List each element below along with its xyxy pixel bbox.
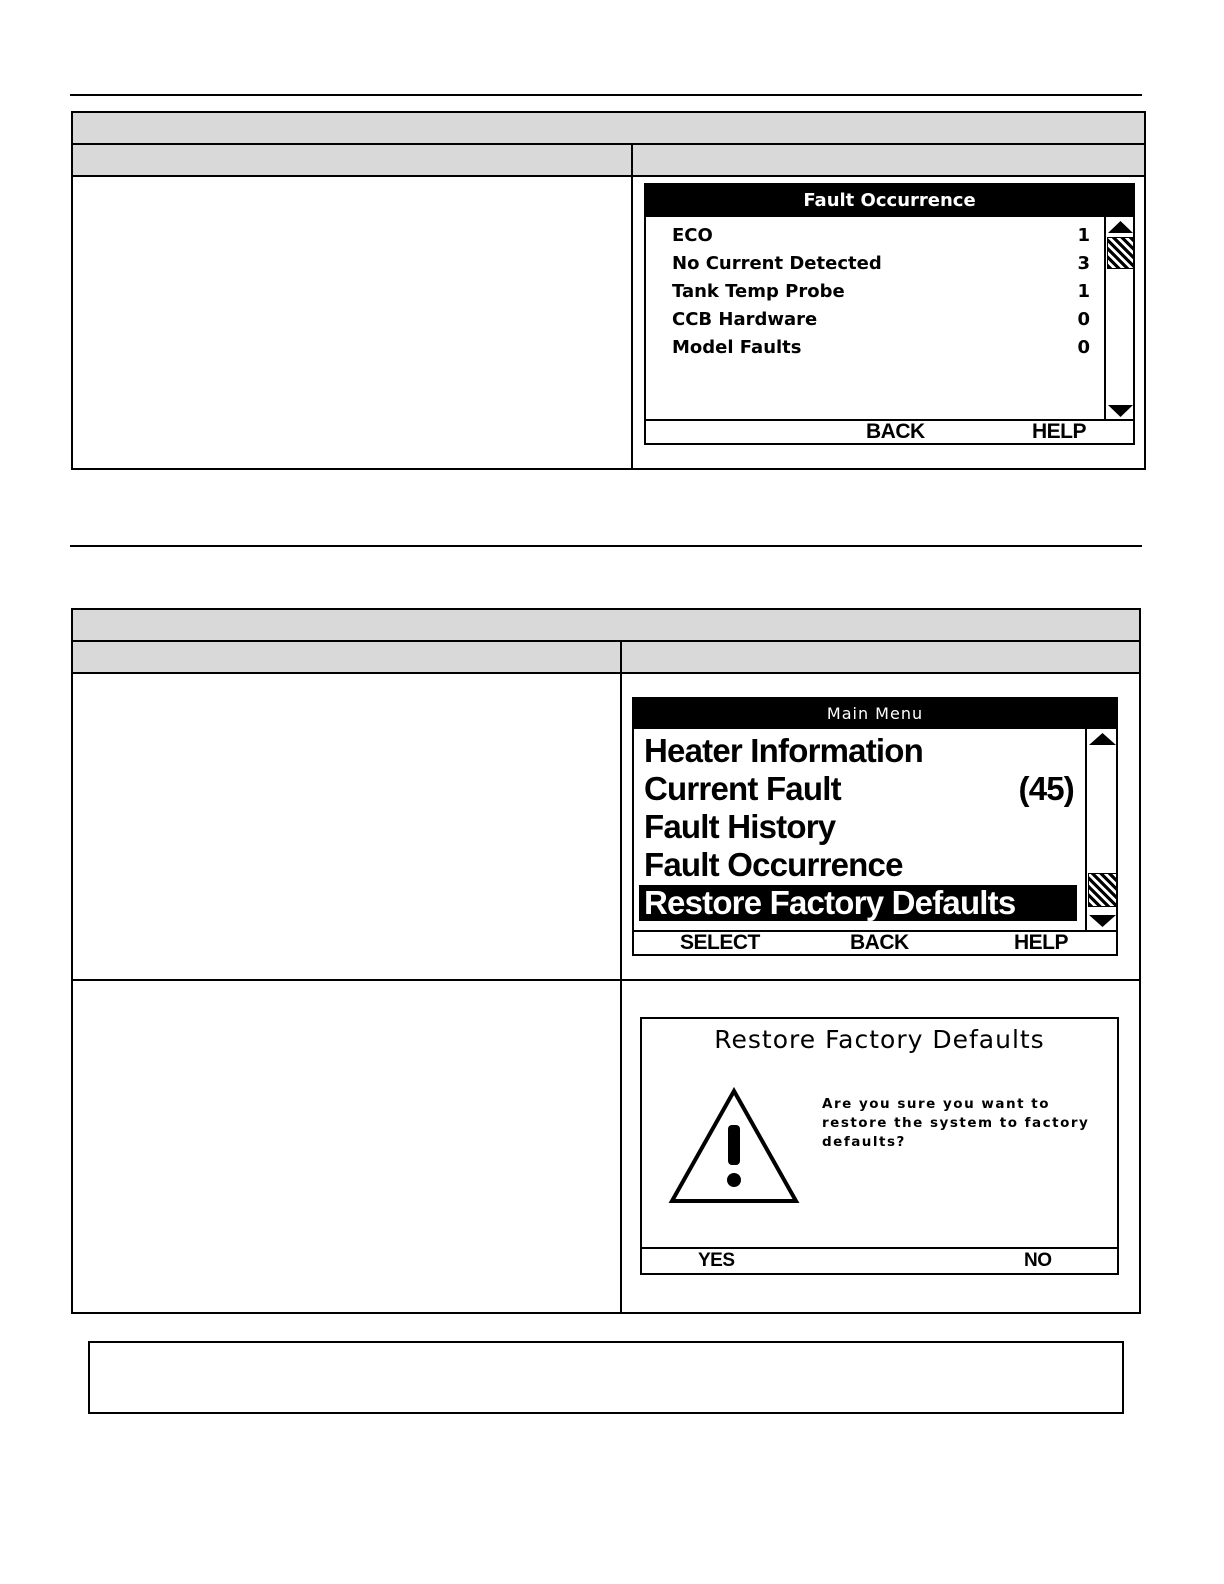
menu-item[interactable]	[644, 733, 923, 769]
scroll-thumb[interactable]	[1107, 237, 1134, 269]
back-softkey[interactable]: BACK	[850, 931, 909, 954]
table-header-bar	[73, 642, 1139, 674]
menu-item-label: Fault History	[644, 808, 836, 845]
lcd-title: Fault Occurrence	[646, 185, 1133, 217]
restore-defaults-table	[71, 608, 1141, 1314]
menu-item-label: Fault Occurrence	[644, 846, 903, 883]
restore-dialog-lcd	[640, 1017, 1119, 1275]
table-title-bar	[73, 610, 1139, 642]
fault-occurrence-table	[71, 111, 1146, 470]
softkey-bar	[646, 419, 1133, 443]
menu-item[interactable]	[639, 885, 1077, 921]
fault-row-label: ECO	[672, 225, 713, 246]
menu-item-label: Current Fault	[644, 770, 841, 807]
menu-item-label: Heater Information	[644, 732, 923, 769]
scroll-down-icon[interactable]	[1087, 913, 1118, 929]
fault-row-label: No Current Detected	[672, 253, 882, 274]
back-softkey[interactable]: BACK	[866, 420, 925, 443]
note-box	[88, 1341, 1124, 1414]
fault-row-label: Tank Temp Probe	[672, 281, 845, 302]
select-softkey[interactable]: SELECT	[680, 931, 760, 954]
fault-row-count: 0	[1077, 337, 1090, 358]
softkey-bar	[634, 930, 1116, 954]
warning-icon	[668, 1087, 800, 1205]
yes-softkey[interactable]: YES	[698, 1250, 735, 1271]
help-softkey[interactable]: HELP	[1014, 931, 1069, 954]
no-softkey[interactable]: NO	[1024, 1250, 1052, 1271]
scroll-up-icon[interactable]	[1087, 731, 1118, 747]
lcd-title: Main Menu	[634, 699, 1116, 729]
fault-row-count: 1	[1077, 281, 1090, 302]
scroll-thumb[interactable]	[1088, 873, 1117, 907]
menu-item[interactable]	[644, 847, 903, 883]
softkey-bar	[642, 1247, 1117, 1273]
fault-row-count: 3	[1077, 253, 1090, 274]
menu-item-label: Restore Factory Defaults	[644, 884, 1016, 921]
scroll-down-icon[interactable]	[1106, 403, 1135, 419]
column-divider	[620, 642, 622, 1312]
row-divider	[73, 979, 1139, 981]
menu-item-badge: (45)	[1018, 770, 1074, 807]
menu-item[interactable]	[644, 771, 841, 807]
fault-occurrence-lcd	[644, 183, 1135, 445]
middle-rule	[70, 545, 1142, 547]
scrollbar[interactable]	[1104, 217, 1135, 421]
top-rule	[70, 94, 1142, 96]
table-header-bar	[73, 145, 1144, 177]
fault-row-label: CCB Hardware	[672, 309, 818, 330]
scrollbar[interactable]	[1085, 729, 1118, 934]
help-softkey[interactable]: HELP	[1032, 420, 1087, 443]
fault-row-label: Model Faults	[672, 337, 802, 358]
column-divider	[631, 145, 633, 468]
dialog-title: Restore Factory Defaults	[714, 1025, 1045, 1054]
main-menu-lcd	[632, 697, 1118, 956]
table-title-bar	[73, 113, 1144, 145]
dialog-message: Are you sure you want to restore the system to factory defaults?	[822, 1096, 1090, 1150]
menu-item[interactable]	[644, 809, 835, 845]
fault-row-count: 1	[1077, 225, 1090, 246]
fault-row-count: 0	[1077, 309, 1090, 330]
scroll-up-icon[interactable]	[1106, 219, 1135, 235]
